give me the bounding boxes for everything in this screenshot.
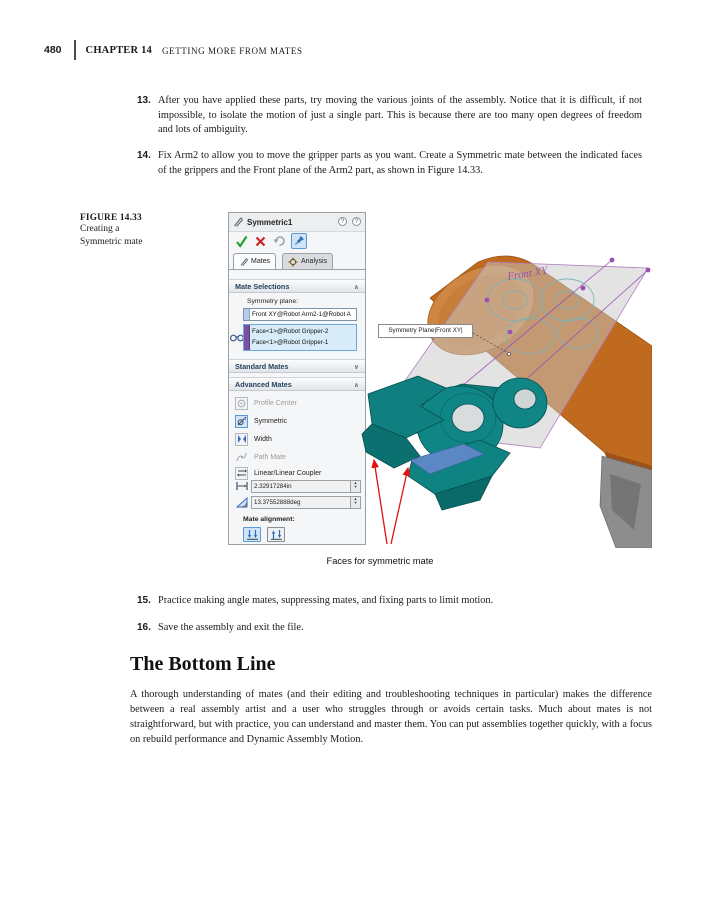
step-item-14	[137, 149, 649, 178]
plane-field-value: Front XY@Robot Arm2-1@Robot A	[252, 311, 351, 318]
chevron-up-icon: ∧	[353, 381, 359, 389]
tabs-underline	[229, 269, 365, 270]
header-divider	[74, 40, 76, 60]
step-item-15	[137, 594, 649, 609]
pin-icon	[293, 235, 305, 247]
spin-down-icon[interactable]: ▾	[354, 501, 357, 506]
undo-icon	[273, 235, 286, 247]
plane-name-text: Front XY	[506, 264, 549, 283]
angle-row	[235, 495, 361, 509]
mate-option-label: Profile Center	[254, 399, 297, 407]
check-icon	[235, 235, 248, 248]
step-text: Practice making angle mates, suppressing mates, and fixing parts to limit motion.	[158, 595, 494, 606]
step-text: Save the assembly and exit the file.	[158, 622, 304, 633]
tab-label: Mates	[251, 258, 271, 265]
figure-label: FIGURE 14.33	[80, 213, 142, 223]
panel-titlebar	[229, 213, 365, 232]
paperclip-icon	[232, 216, 243, 228]
section-title: Mate Selections	[235, 282, 290, 291]
step-item-13	[137, 94, 649, 138]
mate-option-path-mate[interactable]	[235, 449, 361, 465]
step-text: After you have applied these parts, try moving the various joints of the assembly. Notice that it is difficult, if not impossible, to isolate the motion of just a single part. This is because there are too many open degrees of freedom and lots of ambiguity.	[158, 95, 642, 136]
propertymanager-panel	[228, 212, 366, 545]
distance-icon	[235, 480, 248, 493]
whats-this-icon[interactable]: ?	[338, 217, 347, 226]
step-number: 15.	[137, 594, 151, 606]
tab-mates[interactable]	[233, 253, 276, 269]
distance-row	[235, 479, 361, 493]
help-icon[interactable]: ?	[352, 217, 361, 226]
faces-selection-list[interactable]	[243, 324, 357, 351]
page-header	[44, 40, 303, 60]
chevron-down-icon: ∨	[353, 363, 359, 371]
mate-option-label: Path Mate	[254, 453, 286, 461]
panel-title: Symmetric1	[247, 217, 293, 227]
angle-spinner[interactable]	[350, 497, 360, 508]
tab-analysis[interactable]	[282, 253, 333, 269]
angle-input[interactable]	[251, 496, 361, 509]
symmetry-plane-callout[interactable]: Symmetry Plane|Front XY|	[378, 324, 473, 338]
section-paragraph: A thorough understanding of mates (and their editing and troubleshooting techniques in particular) makes the difference between a real assembly artist and a user who struggles through or avoids certain tasks. Much about mates is not straightforward, but with practice, you can understand and master them. You can put assemblies together quickly, with a focus on rebuild performance and Dynamic Assembly Motion.	[130, 689, 652, 745]
figure-annotation-caption: Faces for symmetric mate	[326, 556, 434, 566]
figure-caption-line2: Symmetric mate	[80, 236, 143, 247]
aligned-button[interactable]	[243, 527, 261, 542]
glasses-icon	[230, 333, 244, 342]
paperclip-icon	[239, 257, 248, 267]
spin-up-icon[interactable]: ▴	[354, 481, 357, 486]
face-list-item[interactable]: Face<1>@Robot Gripper-1	[252, 338, 329, 346]
mate-option-profile-center[interactable]	[235, 395, 361, 411]
path-mate-icon	[235, 451, 248, 464]
pin-button[interactable]	[291, 233, 307, 249]
distance-spinner[interactable]	[350, 481, 360, 492]
step-item-16	[137, 621, 649, 636]
section-heading: The Bottom Line	[130, 653, 276, 675]
section-header-mate-selections[interactable]	[229, 279, 365, 293]
panel-tabs	[229, 252, 365, 269]
symmetric-icon	[235, 415, 248, 428]
mate-alignment-label: Mate alignment:	[243, 516, 295, 523]
angle-icon	[235, 496, 248, 509]
3d-viewport	[360, 248, 652, 548]
spin-up-icon[interactable]: ▴	[354, 497, 357, 502]
chapter-label: CHAPTER 14	[85, 44, 152, 56]
annotation-arrows	[374, 460, 408, 544]
ok-button[interactable]	[233, 233, 249, 249]
chapter-title: GETTING MORE FROM MATES	[162, 45, 303, 56]
mate-option-label: Width	[254, 435, 272, 443]
step-number: 16.	[137, 621, 151, 633]
width-icon	[235, 433, 248, 446]
linear-coupler-icon	[235, 467, 248, 480]
tab-label: Analysis	[301, 258, 328, 265]
step-text: Fix Arm2 to allow you to move the gripper parts as you want. Create a Symmetric mate between the indicated faces of the grippers and the Front plane of the Arm2 part, as shown in Figure 14.33.	[158, 150, 642, 176]
section-header-advanced-mates[interactable]	[229, 377, 365, 391]
symmetry-plane-label: Symmetry plane:	[247, 298, 298, 305]
step-number: 13.	[137, 94, 151, 106]
face-list-item[interactable]: Face<1>@Robot Gripper-2	[252, 328, 329, 335]
close-icon	[255, 236, 266, 247]
anti-aligned-icon	[270, 529, 283, 540]
distance-input[interactable]	[251, 480, 361, 493]
step-number: 14.	[137, 149, 151, 161]
undo-button[interactable]	[271, 233, 287, 249]
figure-caption-line1: Creating a	[80, 224, 120, 234]
spin-down-icon[interactable]: ▾	[354, 485, 357, 490]
aligned-icon	[246, 529, 259, 540]
anti-aligned-button[interactable]	[267, 527, 285, 542]
mate-option-label: Symmetric	[254, 417, 288, 425]
gear-icon	[288, 257, 298, 267]
angle-value: 13.37552888deg	[254, 498, 301, 506]
figure-caption	[80, 213, 210, 248]
symmetry-plane-field[interactable]	[243, 308, 357, 321]
profile-center-icon	[235, 397, 248, 410]
cancel-button[interactable]	[252, 233, 268, 249]
page-number: 480	[44, 44, 62, 56]
mate-option-width[interactable]	[235, 431, 361, 447]
section-header-standard-mates[interactable]	[229, 359, 365, 373]
mate-option-symmetric[interactable]	[235, 413, 361, 429]
section-title: Standard Mates	[235, 362, 289, 371]
mate-option-label: Linear/Linear Coupler	[254, 469, 322, 477]
panel-toolbar	[229, 231, 365, 251]
distance-value: 2.32917284in	[254, 482, 292, 490]
chevron-up-icon: ∧	[353, 283, 359, 291]
section-title: Advanced Mates	[235, 380, 292, 389]
robot-base-part[interactable]	[600, 456, 652, 548]
